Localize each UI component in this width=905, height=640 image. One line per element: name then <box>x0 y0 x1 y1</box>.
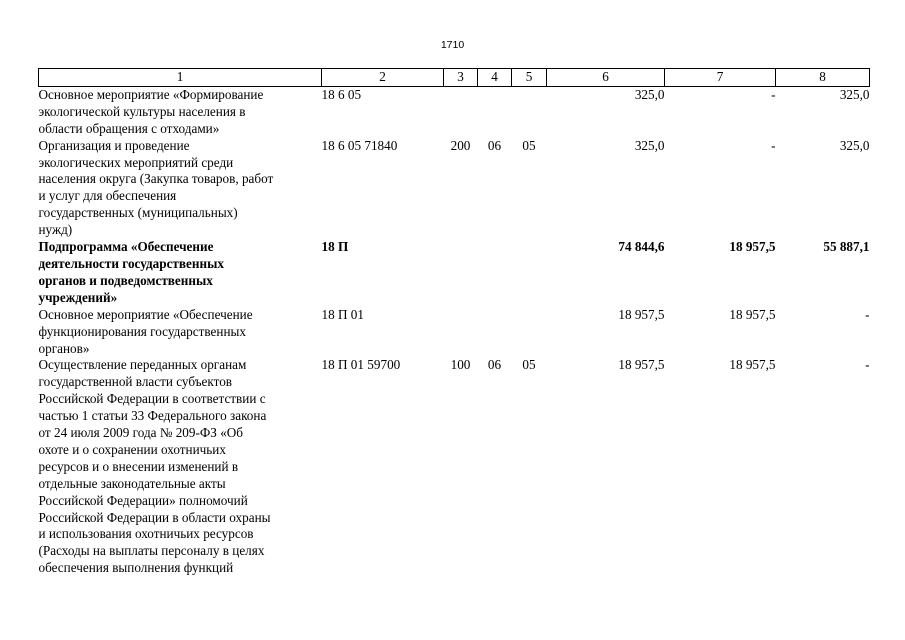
header-col-5: 5 <box>512 69 547 87</box>
row-name-line: Осуществление переданных органам <box>38 357 247 373</box>
budget-code-cell: 18 П 01 <box>321 306 364 322</box>
row-name-line: и использования охотничьих ресурсов <box>38 526 254 542</box>
section-cell <box>478 239 512 307</box>
header-col-6: 6 <box>547 69 665 87</box>
row-name-line: Основное мероприятие «Формирование <box>38 86 264 102</box>
section-cell <box>478 86 512 137</box>
expense-type-cell <box>444 239 478 307</box>
row-name-cell <box>39 307 322 358</box>
row-name-line: и услуг для обеспечения <box>38 188 177 204</box>
row-name-cell <box>39 239 322 307</box>
table-row <box>39 357 870 577</box>
row-name-cell <box>39 138 322 239</box>
row-name-line: Организация и проведение <box>38 137 190 153</box>
table-row <box>39 86 870 137</box>
budget-code-cell: 18 П <box>321 239 349 255</box>
budget-code-cell: 18 6 05 71840 <box>321 137 398 153</box>
subsection-cell <box>512 307 547 358</box>
header-col-3: 3 <box>444 69 478 87</box>
budget-code-cell: 18 6 05 <box>321 86 362 102</box>
row-name-line: Основное мероприятие «Обеспечение <box>38 306 253 322</box>
row-name-line: экологических мероприятий среди <box>38 154 234 170</box>
amount-col-7-cell: 18 957,5 <box>729 306 776 322</box>
header-row <box>39 69 870 87</box>
amount-col-7-cell: 18 957,5 <box>729 357 776 373</box>
row-name-line: государственной власти субъектов <box>38 374 233 390</box>
amount-total-cell: 325,0 <box>634 137 665 153</box>
budget-code-cell: 18 П 01 59700 <box>321 357 401 373</box>
amount-col-7-cell: - <box>771 86 776 102</box>
page-number: 1710 <box>440 39 465 51</box>
row-name-line: деятельности государственных <box>38 255 224 271</box>
row-name-cell <box>39 357 322 577</box>
row-name-line: Российской Федерации в соответствии с <box>38 391 266 407</box>
section-cell: 06 <box>487 137 502 153</box>
row-name-line: учреждений» <box>38 289 118 305</box>
row-name-line: функционирования государственных <box>38 323 246 339</box>
row-name-line: отдельные законодательные акты <box>38 475 226 491</box>
header-col-8: 8 <box>776 69 870 87</box>
row-name-line: частью 1 статьи 33 Федерального закона <box>38 408 267 424</box>
section-cell: 06 <box>487 357 502 373</box>
amount-total-cell: 74 844,6 <box>618 239 665 255</box>
row-name-line: экологической культуры населения в <box>38 103 246 119</box>
row-name-line: населения округа (Закупка товаров, работ <box>38 171 274 187</box>
row-name-line: Подпрограмма «Обеспечение <box>38 239 214 255</box>
table-row <box>39 239 870 307</box>
row-name-line: Российской Федерации» полномочий <box>38 492 248 508</box>
header-col-2: 2 <box>322 69 444 87</box>
amount-col-8-cell: 55 887,1 <box>823 239 870 255</box>
table-row <box>39 138 870 239</box>
expense-type-cell: 200 <box>450 137 471 153</box>
header-col-4: 4 <box>478 69 512 87</box>
subsection-cell: 05 <box>522 357 536 373</box>
row-name-cell <box>39 86 322 137</box>
subsection-cell: 05 <box>522 137 536 153</box>
amount-total-cell: 18 957,5 <box>618 306 665 322</box>
row-name-line: области обращения с отходами» <box>38 120 220 136</box>
row-name-line: (Расходы на выплаты персоналу в целях <box>38 543 265 559</box>
row-name-line: органов» <box>38 340 90 356</box>
amount-col-7-cell: 18 957,5 <box>729 239 776 255</box>
expense-type-cell <box>444 307 478 358</box>
amount-col-8-cell: 325,0 <box>839 86 870 102</box>
table-row <box>39 307 870 358</box>
amount-col-8-cell: 325,0 <box>839 137 870 153</box>
section-cell <box>478 307 512 358</box>
subsection-cell <box>512 239 547 307</box>
amount-total-cell: 18 957,5 <box>618 357 665 373</box>
expense-type-cell: 100 <box>450 357 471 373</box>
amount-col-8-cell: - <box>865 306 870 322</box>
row-name-line: от 24 июля 2009 года № 209-ФЗ «Об <box>38 425 244 441</box>
header-col-7: 7 <box>665 69 776 87</box>
row-name-line: ресурсов и о внесении изменений в <box>38 458 239 474</box>
budget-table <box>38 68 870 577</box>
expense-type-cell <box>444 86 478 137</box>
row-name-line: обеспечения выполнения функций <box>38 560 234 576</box>
amount-col-8-cell: - <box>865 357 870 373</box>
amount-total-cell: 325,0 <box>634 86 665 102</box>
row-name-line: органов и подведомственных <box>38 272 213 288</box>
row-name-line: охоте и о сохранении охотничьих <box>38 441 226 457</box>
amount-col-7-cell: - <box>771 137 776 153</box>
row-name-line: Российской Федерации в области охраны <box>38 509 271 525</box>
subsection-cell <box>512 86 547 137</box>
row-name-line: государственных (муниципальных) <box>38 205 238 221</box>
row-name-line: нужд) <box>38 222 73 238</box>
header-col-1: 1 <box>39 69 322 87</box>
